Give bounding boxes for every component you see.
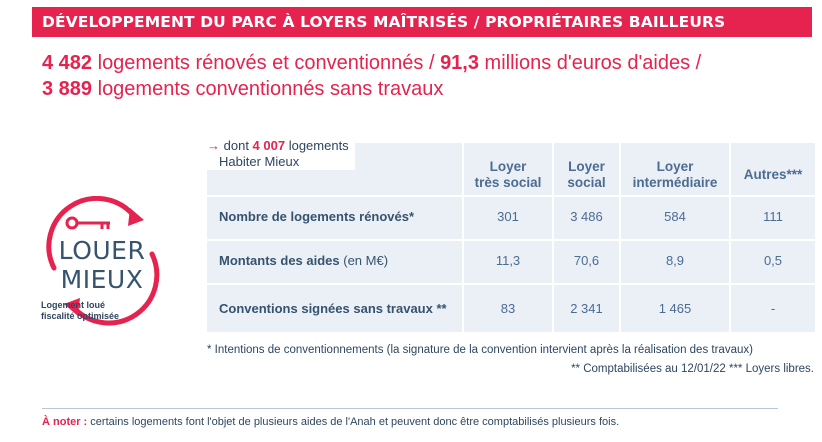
table-cell: 3 486 [570, 209, 603, 224]
headline-value-renovated: 4 482 [42, 52, 93, 74]
logo-word-mieux: MIEUX [60, 265, 144, 294]
arrow-right-icon: → [207, 138, 220, 153]
rent-table [207, 143, 815, 332]
table-cell: 301 [497, 209, 519, 224]
section-banner [32, 7, 812, 37]
footnote-2: ** Comptabilisées au 12/01/22 *** Loyers libres. [571, 363, 814, 375]
note-label: À noter : [42, 416, 88, 428]
table-cell: 0,5 [763, 253, 783, 268]
logo-caption-line2: fiscalité optimisée [41, 311, 120, 321]
row-label-montants-aides: Montants des aides (en M€) [219, 253, 389, 268]
key-icon [67, 218, 110, 229]
headline [42, 50, 802, 102]
logo-word-louer: LOUER [58, 236, 146, 265]
unit-label: (en M€) [339, 253, 389, 268]
table-cell: 2 341 [570, 301, 603, 316]
table-cell: 83 [500, 301, 516, 316]
headline-value-aid: 91,3 [440, 52, 479, 74]
row-divider [207, 239, 815, 241]
bottom-note [42, 416, 619, 428]
banner-title: DÉVELOPPEMENT DU PARC À LOYERS MAÎTRISÉS / PROPRIÉTAIRES BAILLEURS [42, 13, 726, 31]
column-header-tres-social: Loyer très social [474, 159, 542, 190]
habiter-mieux-count: 4 007 [252, 138, 286, 153]
headline-line1 [42, 50, 802, 76]
habiter-mieux-note: → dont 4 007 logements Habiter Mieux [207, 138, 355, 170]
table-cell: 111 [763, 209, 783, 224]
note-text: certains logements font l'objet de plusieurs aides de l'Anah et peuvent donc être comptabilisés plusieurs fois. [87, 416, 620, 428]
headline-text-no-works: logements conventionnés sans travaux [92, 78, 444, 100]
row-label-logements-renoves: Nombre de logements rénovés* [219, 209, 415, 224]
headline-text-renovated: logements rénovés et conventionnés / [92, 52, 441, 74]
column-header-intermediaire: Loyer intermédiaire [632, 159, 718, 190]
headline-text-aid: millions d'euros d'aides / [479, 52, 702, 74]
table-cell: 11,3 [495, 253, 521, 268]
footnote-1: * Intentions de conventionnements (la signature de la convention intervient après la réalisation des travaux) [207, 344, 753, 356]
table-cell: 1 465 [658, 301, 692, 316]
logo-caption-line1: Logement loué [41, 300, 106, 310]
divider [42, 408, 778, 409]
logo-caption [41, 300, 119, 322]
table-cell: - [770, 301, 776, 316]
table-cell: 8,9 [665, 253, 685, 268]
headline-value-no-works: 3 889 [42, 78, 93, 100]
column-header-social: Loyer social [567, 159, 606, 190]
table-cell: 584 [664, 209, 686, 224]
row-divider [207, 283, 815, 285]
arrowhead-top-icon [128, 208, 144, 226]
table-cell: 70,6 [573, 253, 600, 268]
column-header-autres: Autres*** [743, 167, 803, 182]
row-label-conventions: Conventions signées sans travaux ** [219, 301, 447, 316]
headline-line2 [42, 76, 802, 102]
